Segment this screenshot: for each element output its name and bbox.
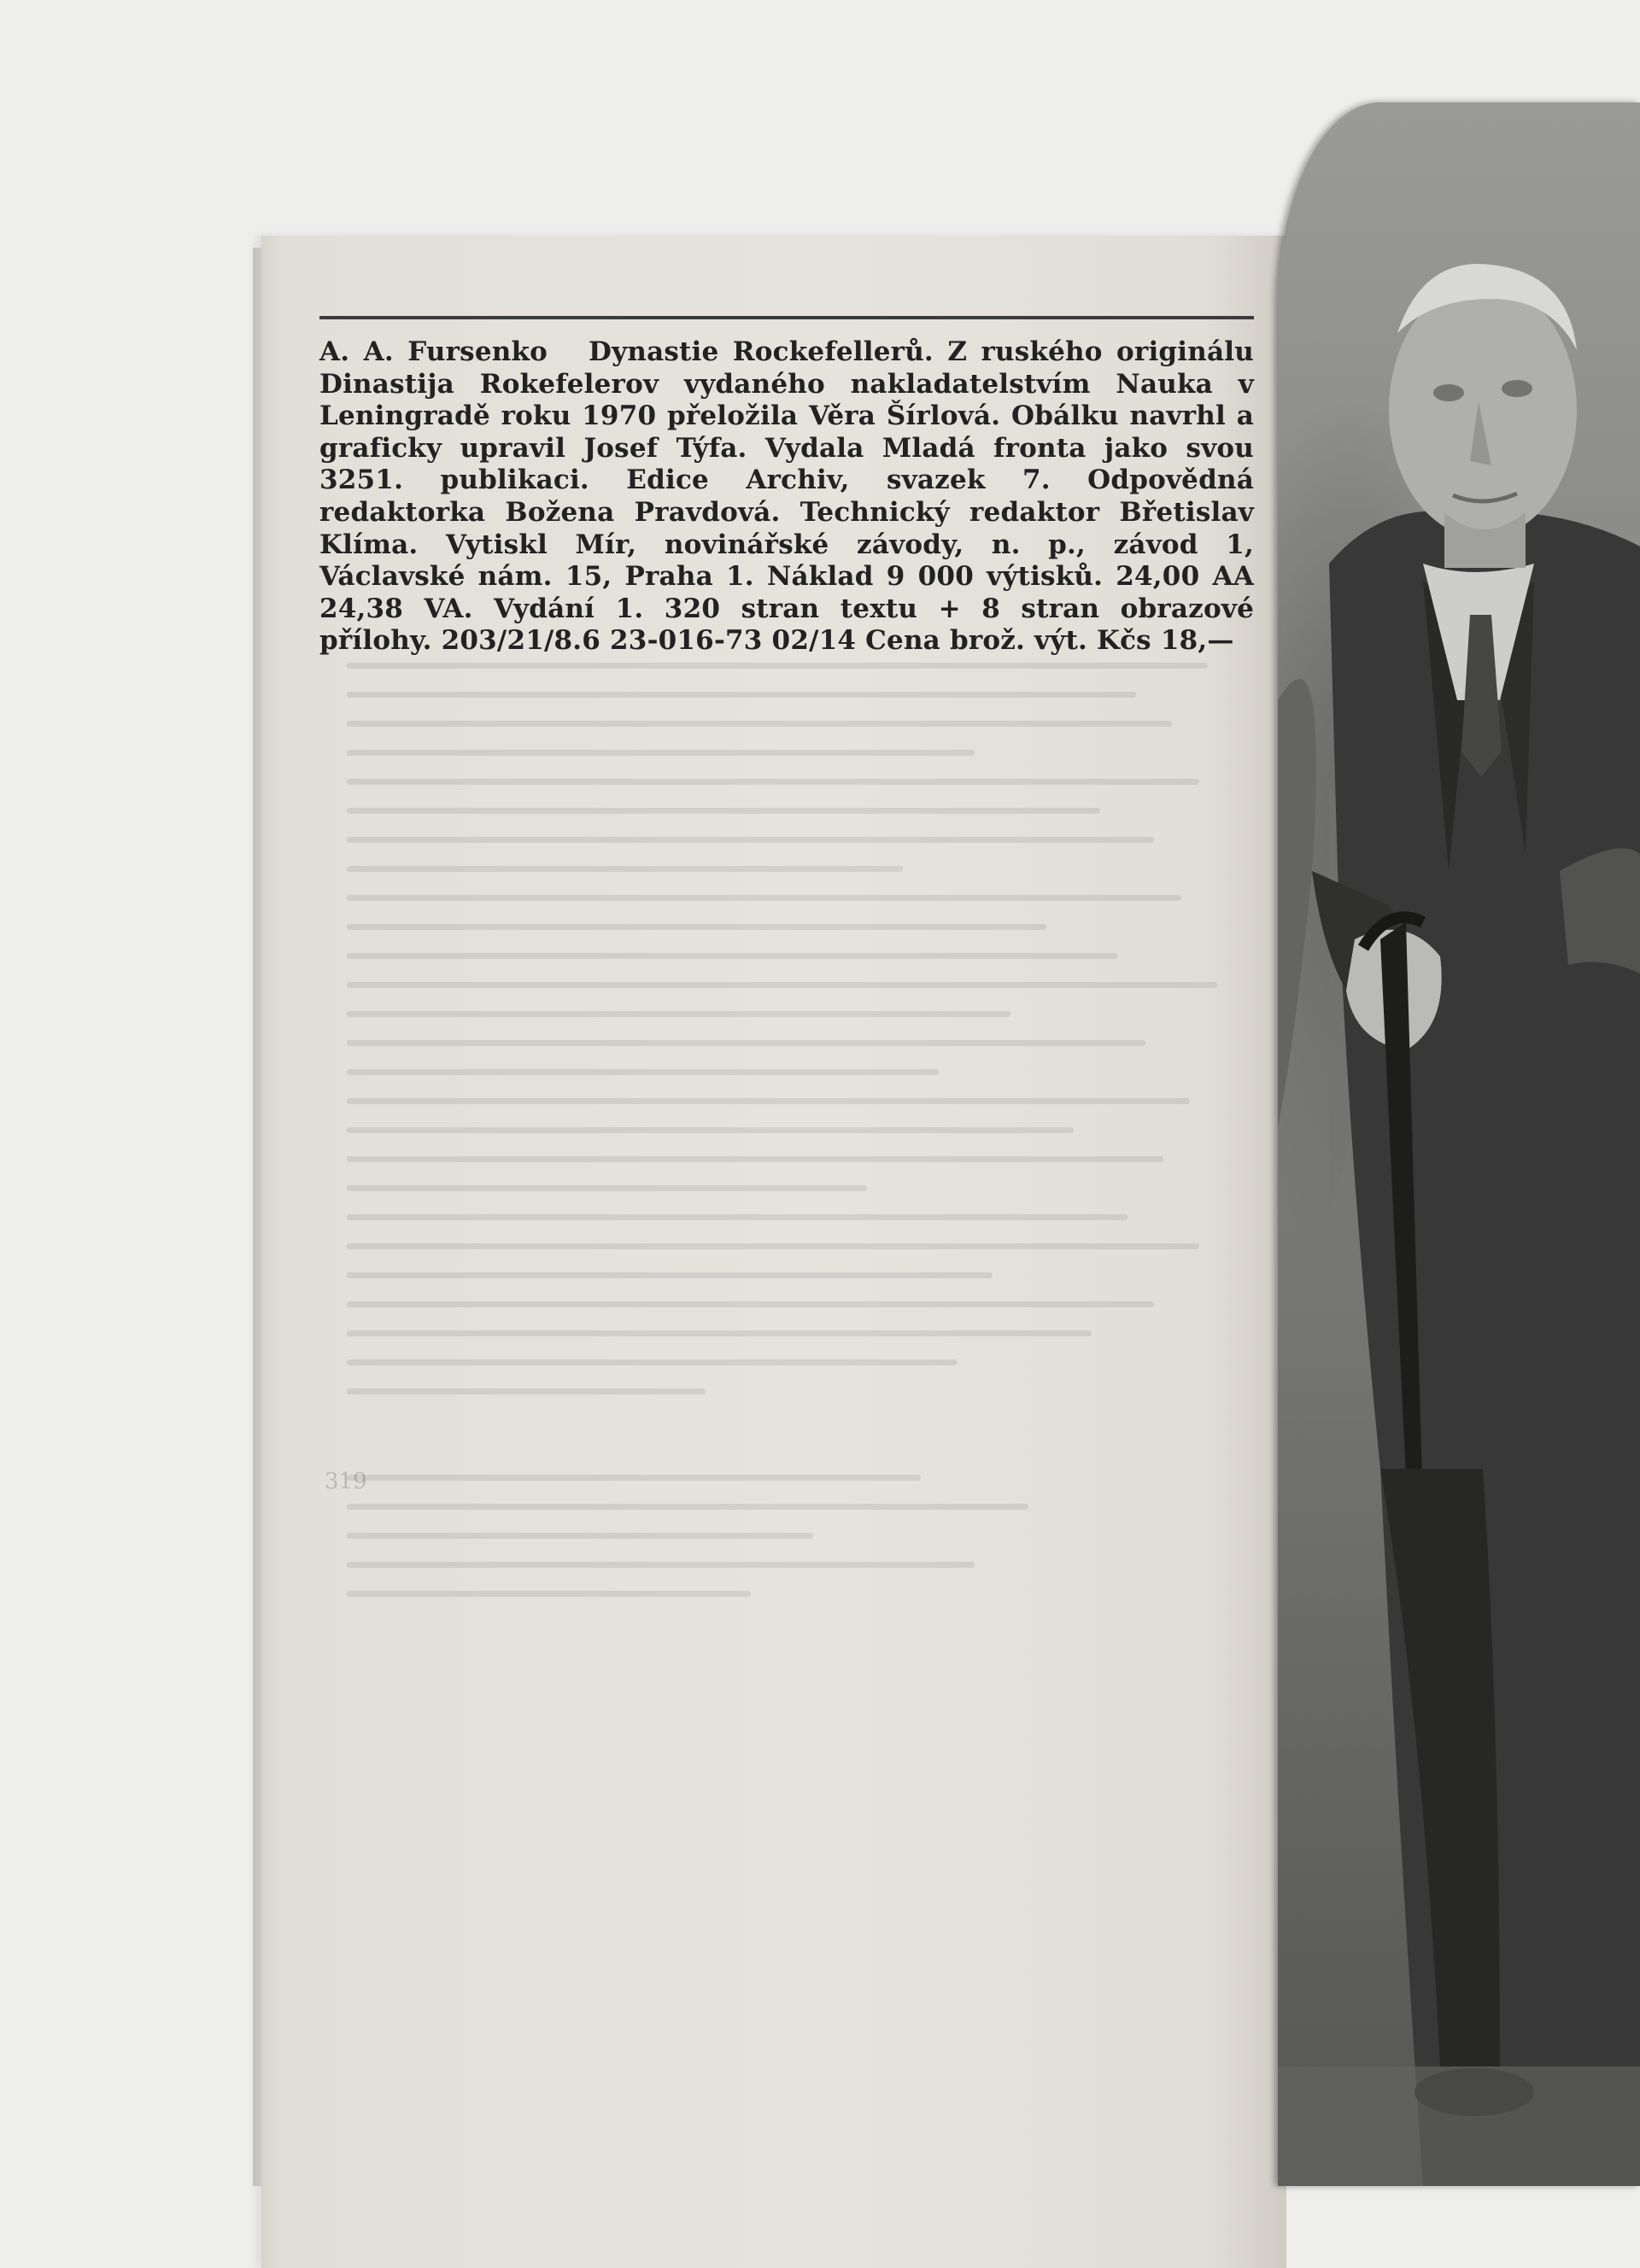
- colophon-author: A. A. Fursenko: [319, 336, 548, 367]
- bleed-through-text: [347, 663, 1244, 2029]
- colophon-body: Z ruského originálu Dinastija Rokefelerov vydaného nakladatelstvím Nauka v Leningradě roku 1970 přeložila Věra Šírlová. Obálku navrhl a graficky upravil Josef Týfa. Vydala Mladá fronta jako svou 3251. publikaci. Edice Archiv, svazek 7. Odpovědná redaktorka Božena Pravdová. Technický redaktor Břetislav Klíma. Vytiskl Mír, novinářské závody, n. p., závod 1, Václavské nám. 15, Praha 1. Náklad 9 000 výtisků. 24,00 AA 24,38 VA. Vydání 1. 320 stran textu + 8 stran obrazové přílohy. 203/21/8.6 23-016-73 02/14 Cena brož. výt. Kčs 18,—: [319, 336, 1255, 657]
- header-rule: [319, 316, 1254, 319]
- portrait-photo: [1278, 102, 1640, 2186]
- portrait-figure: [1278, 102, 1640, 2186]
- colophon-text: [319, 336, 1254, 658]
- page-edge: [253, 248, 261, 2186]
- page-number: 319: [325, 1469, 367, 1494]
- book-page: [261, 236, 1286, 2268]
- colophon-title: Dynastie Rockefellerů.: [589, 336, 934, 367]
